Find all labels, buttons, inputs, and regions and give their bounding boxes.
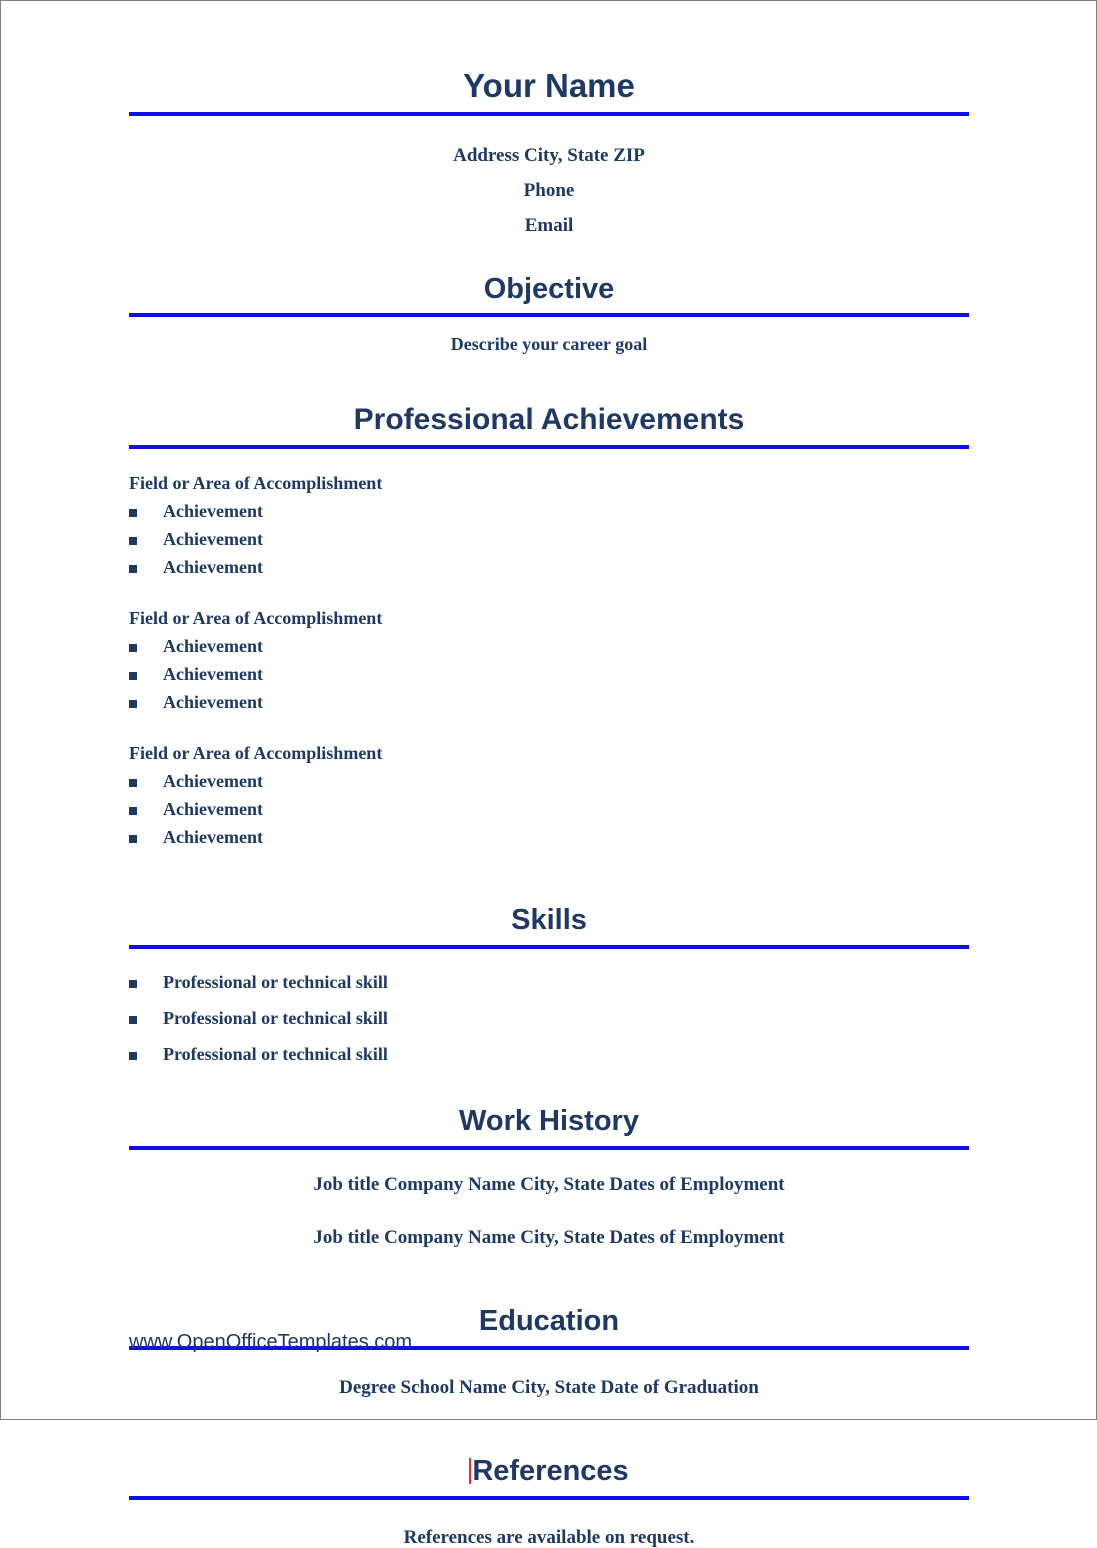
list-item — [129, 665, 969, 693]
list-item — [129, 637, 969, 665]
square-bullet-icon — [129, 777, 163, 791]
achievement-group — [129, 609, 969, 721]
achievement-item-label: Achievement — [163, 529, 263, 549]
section-heading-references-label: References — [472, 1455, 629, 1487]
square-bullet-icon — [129, 698, 163, 712]
text-cursor-icon — [469, 1458, 471, 1484]
work-history-entries — [129, 1150, 969, 1281]
footer-url[interactable]: www.OpenOfficeTemplates.com — [129, 1331, 413, 1353]
contact-block — [129, 116, 969, 251]
square-bullet-icon — [129, 563, 163, 577]
skills-list — [129, 949, 969, 1081]
section-heading-objective: Objective — [483, 273, 615, 305]
achievement-group-title: Field or Area of Accomplishment — [129, 608, 383, 628]
resume-content — [129, 1, 969, 1547]
achievement-group — [129, 474, 969, 586]
list-item — [129, 530, 969, 558]
section-heading-references — [129, 1431, 969, 1496]
achievement-group-title: Field or Area of Accomplishment — [129, 743, 383, 763]
square-bullet-icon — [129, 535, 163, 549]
page-title: Your Name — [463, 67, 635, 104]
skill-item-label: Professional or technical skill — [163, 1008, 388, 1028]
square-bullet-icon — [129, 507, 163, 521]
square-bullet-icon — [129, 670, 163, 684]
skill-item-label: Professional or technical skill — [163, 1044, 388, 1064]
achievement-item-label: Achievement — [163, 799, 263, 819]
achievement-group-title: Field or Area of Accomplishment — [129, 473, 383, 493]
achievement-item-label: Achievement — [163, 636, 263, 656]
achievement-item-label: Achievement — [163, 692, 263, 712]
list-item — [129, 1009, 969, 1045]
list-item — [129, 800, 969, 828]
education-entries — [129, 1350, 969, 1431]
section-heading-skills: Skills — [511, 904, 587, 936]
section-heading-work-history: Work History — [459, 1105, 639, 1137]
achievement-item-label: Achievement — [163, 557, 263, 577]
achievement-item-label: Achievement — [163, 771, 263, 791]
square-bullet-icon — [129, 1050, 163, 1064]
list-item — [129, 973, 969, 1009]
list-item — [129, 558, 969, 586]
contact-email: Email — [524, 215, 574, 236]
references-body-text: References are available on request. — [403, 1527, 695, 1548]
square-bullet-icon — [129, 805, 163, 819]
achievement-groups — [129, 449, 969, 856]
work-history-entry: Job title Company Name City, State Dates of Employment — [313, 1227, 785, 1248]
square-bullet-icon — [129, 833, 163, 847]
list-item — [129, 693, 969, 721]
skill-item-label: Professional or technical skill — [163, 972, 388, 992]
section-heading-education: Education — [478, 1305, 620, 1337]
list-item — [129, 772, 969, 800]
list-item — [129, 1045, 969, 1081]
achievement-group — [129, 744, 969, 856]
education-entry: Degree School Name City, State Date of Graduation — [339, 1377, 759, 1398]
achievement-item-label: Achievement — [163, 827, 263, 847]
square-bullet-icon — [129, 978, 163, 992]
list-item — [129, 502, 969, 530]
list-item — [129, 828, 969, 856]
achievement-item-label: Achievement — [163, 501, 263, 521]
work-history-entry: Job title Company Name City, State Dates of Employment — [313, 1174, 785, 1195]
contact-address: Address City, State ZIP — [453, 145, 645, 166]
square-bullet-icon — [129, 642, 163, 656]
achievement-item-label: Achievement — [163, 664, 263, 684]
square-bullet-icon — [129, 1014, 163, 1028]
contact-phone: Phone — [523, 180, 575, 201]
objective-body-text: Describe your career goal — [450, 334, 648, 354]
section-heading-achievements: Professional Achievements — [353, 403, 745, 436]
